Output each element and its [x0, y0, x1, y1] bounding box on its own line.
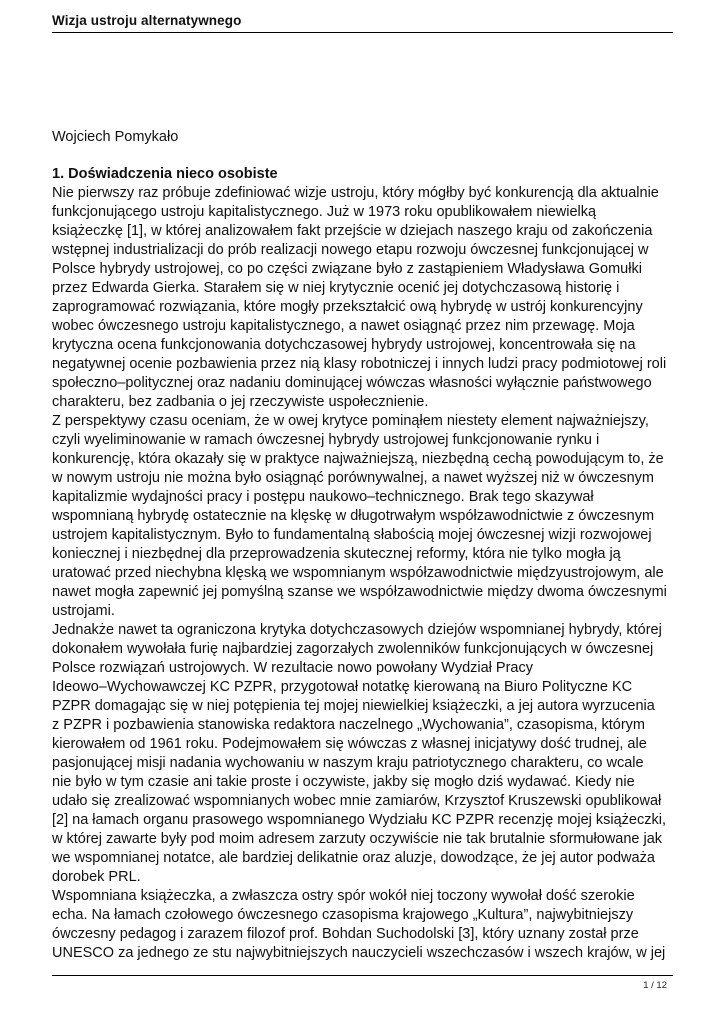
page-header — [52, 13, 673, 33]
paragraph-3: Jednakże nawet ta ograniczona krytyka dotychczasowych dziejów wspomnianej hybrydy, której dokonałem wywołała furię najbardziej zagorzałych zwolenników funkcjonujących w ówczesnej Polsce rozwiązań ustrojowych. W rezultacie nowo powołany Wydział Pracy Ideowo–Wychowawczej KC PZPR, przygotował notatkę kierowaną na Biuro Polityczne KC PZPR domagając się w niej potępienia tej mojej niewielkiej książeczki, a jej autora wyrzucenia z PZPR i pozbawienia stanowiska redaktora naczelnego „Wychowania”, czasopisma, którym kierowałem od 1961 roku. Podejmowałem się wówczas z własnej inicjatywy dość trudnej, ale pasjonującej misji nadania wychowaniu w naszym kraju patriotycznego charakteru, co wcale nie było w tym czasie ani takie proste i oczywiste, jakby się mogło dziś wydawać. Kiedy nie udało się zrealizować wspomnianych wobec mnie zamiarów, Krzysztof Kruszewski opublikował [2] na łamach organu prasowego wspomnianego Wydziału KC PZPR recenzję mojej książeczki, w której zawarte były pod moim adresem zarzuty oczywiście nie tak brutalnie sformułowane jak we wspomnianej notatce, ale bardziej delikatnie oraz aluzje, dowodzące, że jej autor podważa dorobek PRL. — [52, 622, 666, 885]
footer-divider — [52, 975, 673, 976]
paragraph-4: Wspomniana książeczka, a zwłaszcza ostry spór wokół niej toczony wywołał dość szerokie echa. Na łamach czołowego ówczesnego czasopisma krajowego „Kultura”, najwybitniejszy ówczesny pedagog i zarazem filozof prof. Bohdan Suchodolski [3], który uznany został prze UNESCO za jednego ze stu najwybitniejszych nauczycieli wszechczasów i wszech krajów, w jej — [52, 888, 666, 961]
section-heading: 1. Doświadczenia nieco osobiste — [52, 166, 278, 182]
paragraph-1: Nie pierwszy raz próbuje zdefiniować wizje ustroju, który mógłby być konkurencją dla aktualnie funkcjonującego ustroju kapitalistycznego. Już w 1973 roku opublikowałem niewielką książeczkę [1], w której analizowałem fakt przejście w dziejach naszego kraju od zakończenia wstępnej industrializacji do prób realizacji nowego etapu rozwoju ówczesnej funkcjonującej w Polsce hybrydy ustrojowej, co po części związane było z zastąpieniem Władysława Gomułki przez Edwarda Gierka. Starałem się w niej krytycznie ocenić jej dotychczasową historię i zaprogramować rozwiązania, które mogły przekształcić ową hybrydę w ustrój konkurencyjny wobec ówczesnego ustroju kapitalistycznego, a nawet osiągnąć przez nim przewagę. Moja krytyczna ocena funkcjonowania dotychczasowej hybrydy ustrojowej, koncentrowała się na negatywnej ocenie pozbawienia przez nią klasy robotniczej i innych ludzi pracy podmiotowej roli społeczno–politycznej oraz nadaniu dominującej wówczas własności wyłącznie państwowego charakteru, bez zadbania o jej rzeczywiste uspołecznienie. — [52, 185, 667, 410]
document-body — [52, 128, 680, 963]
paragraph-2: Z perspektywy czasu oceniam, że w owej krytyce pominąłem niestety element najważniejszy, czyli wyeliminowanie w ramach ówczesnej hybrydy ustrojowej funkcjonowanie rynku i konkurencję, która okazały się w praktyce najważniejszą, niezbędną cechą powodującym to, że w nowym ustroju nie można było osiągnąć porównywalnej, a nawet wyższej niż w ówczesnym kapitalizmie wydajności pracy i postępu naukowo–technicznego. Brak tego skazywał wspomnianą hybrydę ostatecznie na klęskę w długotrwałym współzawodnictwie z ówczesnym ustrojem kapitalistycznym. Było to fundamentalną słabością mojej ówczesnej wizji rozwojowej koniecznej i niezbędnej dla przeprowadzenia skutecznej reformy, która nie tylko mogła ją uratować przed niechybna klęską we wspomnianym współzawodnictwie międzyustrojowym, ale nawet mogła zapewnić jej pomyślną szanse we współzawodnictwie między dwoma ówczesnymi ustrojami. — [52, 413, 667, 619]
page-number: 1 / 12 — [643, 980, 667, 991]
author-name: Wojciech Pomykało — [52, 129, 179, 145]
document-title: Wizja ustroju alternatywnego — [52, 13, 242, 28]
